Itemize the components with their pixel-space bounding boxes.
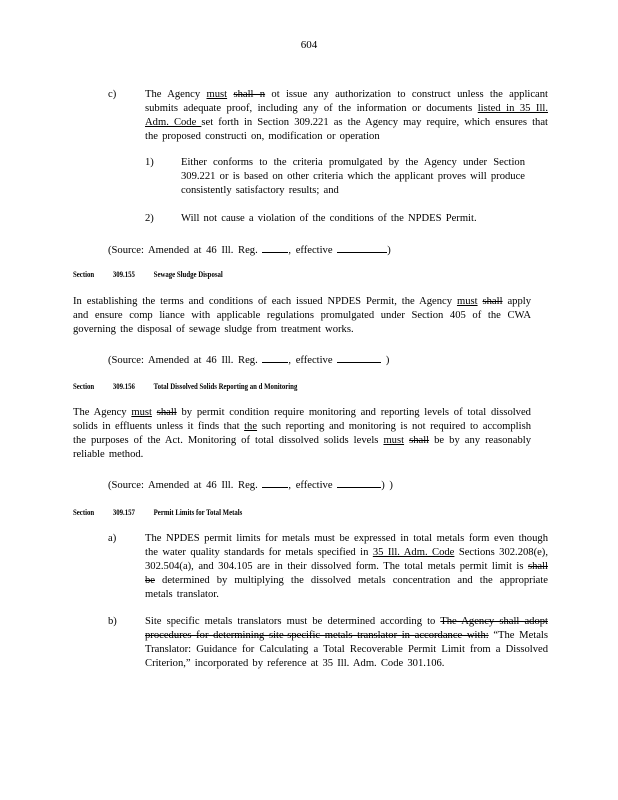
inserted-text: must — [206, 89, 228, 100]
text-run: by permit condition require monitoring and reporting levels of total dissolved solids in effluents unless it finds that — [73, 407, 531, 432]
text-run: The NPDES permit limits for metals must be expressed in total metals form even though the water quality standards for metals specified in — [145, 533, 548, 558]
item-c-2-label: 2) — [145, 213, 154, 224]
section-number: 309.156 — [112, 382, 135, 391]
deleted-text: shall — [409, 435, 430, 446]
text-run: The Agency — [145, 89, 207, 100]
text-run: determined by multiplying the dissolved metals concentration and the appropriate metals translator. — [145, 575, 548, 600]
text-run: ot issue any authorization to construct unless the applicant submits adequate proof, including any of the information or documents — [145, 89, 548, 114]
blank-line — [337, 241, 387, 253]
text-run: be by any reasonably reliable method. — [73, 435, 531, 460]
blank-line — [262, 476, 288, 488]
text-run: The Agency — [73, 407, 132, 418]
section-word: Section — [73, 508, 95, 517]
deleted-text: shall — [482, 296, 503, 307]
source-text: (Source: Amended at 46 Ill. Reg. — [108, 245, 258, 256]
section-number: 309.157 — [112, 508, 135, 517]
item-c-1 — [145, 156, 525, 198]
item-c-1-text: Either conforms to the criteria promulgated by the Agency under Section 309.221 or is based on other criteria which the applicant proves will produce consistently satisfactory results; and — [181, 157, 525, 196]
source-text: (Source: Amended at 46 Ill. Reg. — [108, 480, 258, 491]
inserted-text: 35 Ill. Adm. Code — [372, 547, 455, 558]
item-c-text — [145, 88, 548, 144]
text-run: set forth in Section 309.221 as the Agency may require, which ensures that the proposed constructi on, modification or operation — [145, 117, 548, 142]
deleted-text: shall be — [145, 561, 548, 586]
text-run: apply and ensure comp liance with applicable regulations promulgated under Section 405 of the CWA governing the disposal of sewage sludge from treatment works. — [73, 296, 532, 335]
item-c-2 — [145, 212, 525, 226]
section-heading-309-157 — [73, 506, 261, 520]
item-c-2-text: Will not cause a violation of the conditions of the NPDES Permit. — [181, 213, 477, 224]
text-run: “The Metals Translator: Guidance for Calculating a Total Recoverable Permit Limit from a Dissolved Criterion,” incorporated by reference at 35 Ill. Adm. Code 301.106. — [145, 630, 548, 669]
text-run: Site specific metals translators must be determined according to — [145, 616, 441, 627]
blank-line — [262, 241, 288, 253]
source-text: ) ) — [381, 480, 393, 491]
text-run: In establishing the terms and conditions of each issued NPDES Permit, the Agency — [73, 296, 457, 307]
inserted-text: the — [244, 421, 258, 432]
item-b-label: b) — [108, 616, 117, 627]
section-number: 309.155 — [112, 270, 135, 279]
item-b — [108, 615, 548, 671]
page-number: 604 — [300, 39, 318, 51]
section-title: Permit Limits for Total Metals — [153, 508, 243, 517]
deleted-text: shall n — [233, 89, 266, 100]
source-text: , effective — [288, 480, 333, 491]
item-a — [108, 532, 548, 602]
item-a-text — [145, 532, 548, 602]
blank-line — [262, 351, 288, 363]
item-c — [108, 88, 548, 144]
inserted-text: must — [131, 407, 152, 418]
item-b-text — [145, 615, 548, 671]
item-a-label: a) — [108, 533, 117, 544]
section-heading-309-156 — [73, 380, 316, 394]
deleted-text: The Agency shall adopt procedures for determining site-specific metals translator in accordance with: — [145, 616, 548, 641]
paragraph-309-156 — [73, 406, 531, 462]
text-run: Sections 302.208(e), 302.504(a), and 304.105 are in their dissolved form. The total metals permit limit is — [145, 547, 548, 572]
deleted-text: shall — [156, 407, 177, 418]
source-text: , effective — [288, 245, 333, 256]
source-text: ) — [385, 355, 390, 366]
section-title: Total Dissolved Solids Reporting an d Monitoring — [153, 382, 298, 391]
inserted-text: must — [456, 296, 478, 307]
source-note-3 — [108, 476, 393, 493]
source-text: (Source: Amended at 46 Ill. Reg. — [108, 355, 258, 366]
section-word: Section — [73, 270, 95, 279]
text-run: such reporting and monitoring is not required to accomplish the purposes of the Act. Monitoring of total dissolved solids levels — [73, 421, 531, 446]
blank-line — [337, 476, 381, 488]
source-note-1 — [108, 241, 391, 258]
item-c-label: c) — [108, 89, 117, 100]
source-note-2 — [108, 351, 389, 368]
inserted-text: listed in 35 Ill. Adm. Code — [145, 103, 548, 128]
source-text: ) — [387, 245, 391, 256]
section-word: Section — [73, 382, 95, 391]
section-heading-309-155 — [73, 268, 242, 282]
paragraph-309-155 — [73, 295, 531, 337]
item-c-1-label: 1) — [145, 157, 154, 168]
section-title: Sewage Sludge Disposal — [153, 270, 223, 279]
source-text: , effective — [288, 355, 333, 366]
blank-line — [337, 351, 381, 363]
inserted-text: must — [383, 435, 405, 446]
